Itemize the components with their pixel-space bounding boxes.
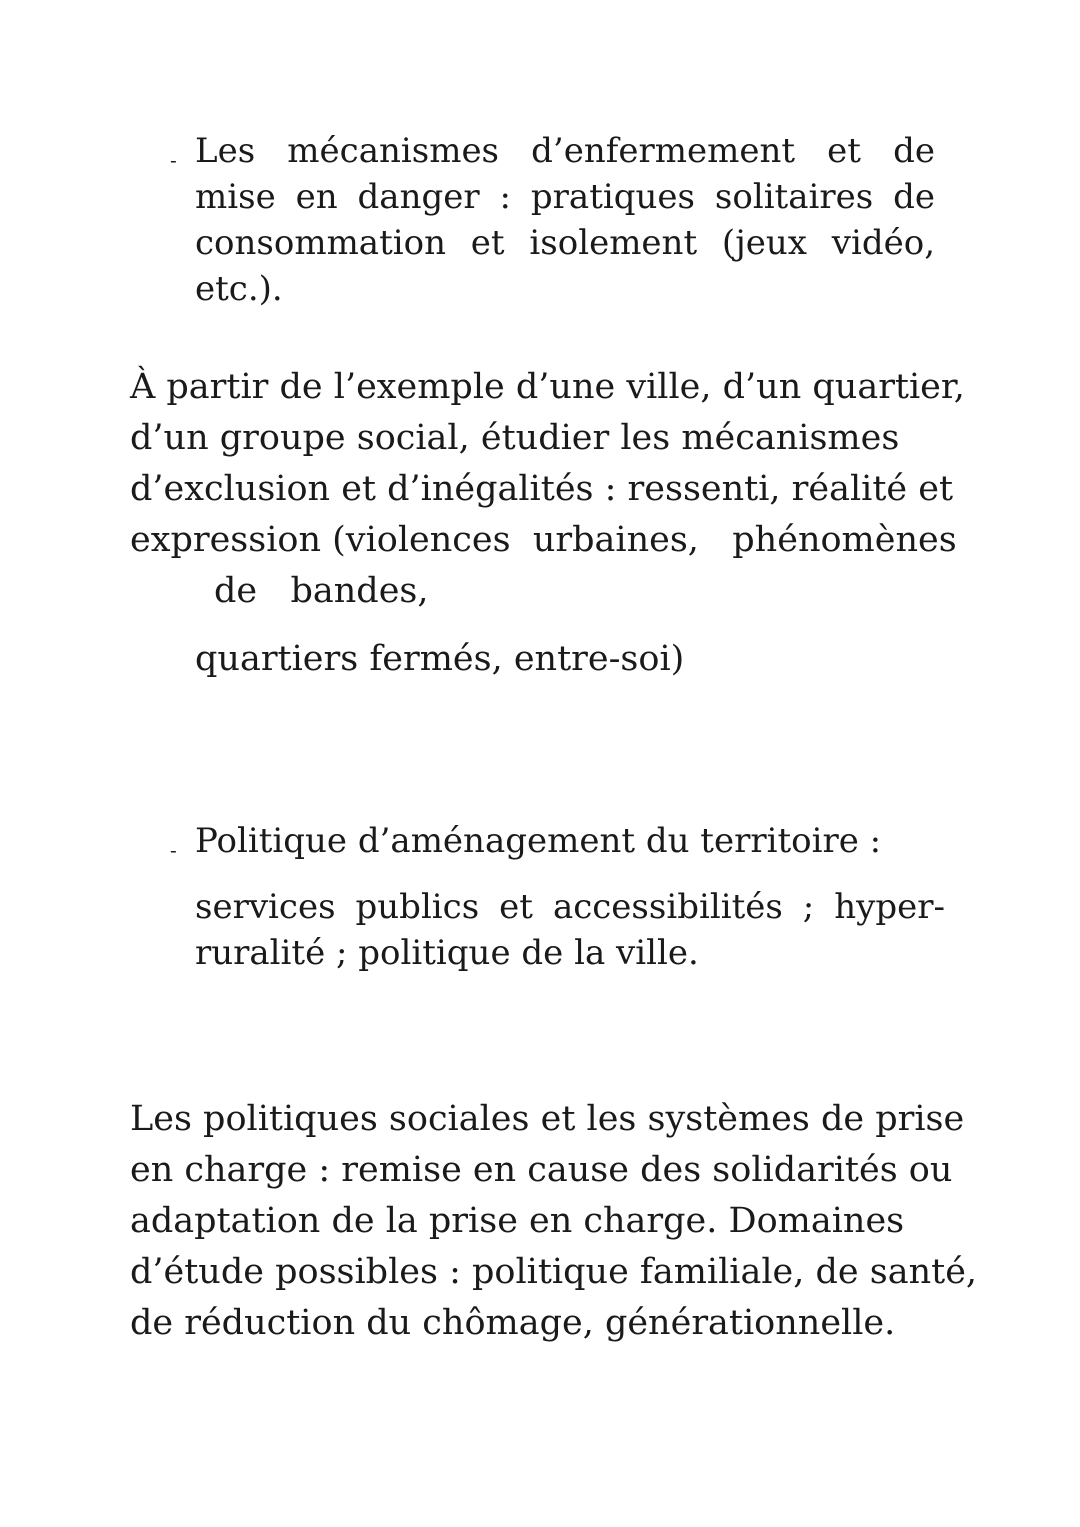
paragraph-line: expression (violences urbaines, phénomènes: [130, 520, 957, 560]
paragraph-line: adaptation de la prise en charge. Domaines: [130, 1201, 905, 1241]
bullet-marker: -: [170, 838, 177, 862]
bullet-item-amenagement-heading: Politique d’aménagement du territoire :: [195, 821, 882, 861]
paragraph-line: de réduction du chômage, générationnelle.: [130, 1303, 896, 1343]
paragraph-line: d’étude possibles : politique familiale, de santé,: [130, 1252, 978, 1292]
paragraph-line: de bandes,: [214, 571, 429, 611]
paragraph-line: en charge : remise en cause des solidarités ou: [130, 1150, 953, 1190]
paragraph-line: d’exclusion et d’inégalités : ressenti, réalité et: [130, 469, 954, 509]
bullet-item-enfermement: Les mécanismes d’enfermement et de mise en danger : pratiques solitaires de consommation et isolement (jeux vidéo, etc.).: [195, 131, 935, 309]
paragraph-line: Les politiques sociales et les systèmes de prise: [130, 1099, 965, 1139]
bullet-marker: -: [170, 148, 177, 172]
paragraph-politiques-sociales: [130, 1094, 978, 1349]
paragraph-continuation: quartiers fermés, entre-soi): [195, 639, 685, 679]
bullet-item-amenagement-text: services publics et accessibilités ; hyper-ruralité ; politique de la ville.: [195, 887, 945, 973]
paragraph-line: d’un groupe social, étudier les mécanismes: [130, 418, 900, 458]
paragraph-line: À partir de l’exemple d’une ville, d’un quartier,: [130, 367, 965, 407]
paragraph-exclusion: [130, 362, 965, 617]
